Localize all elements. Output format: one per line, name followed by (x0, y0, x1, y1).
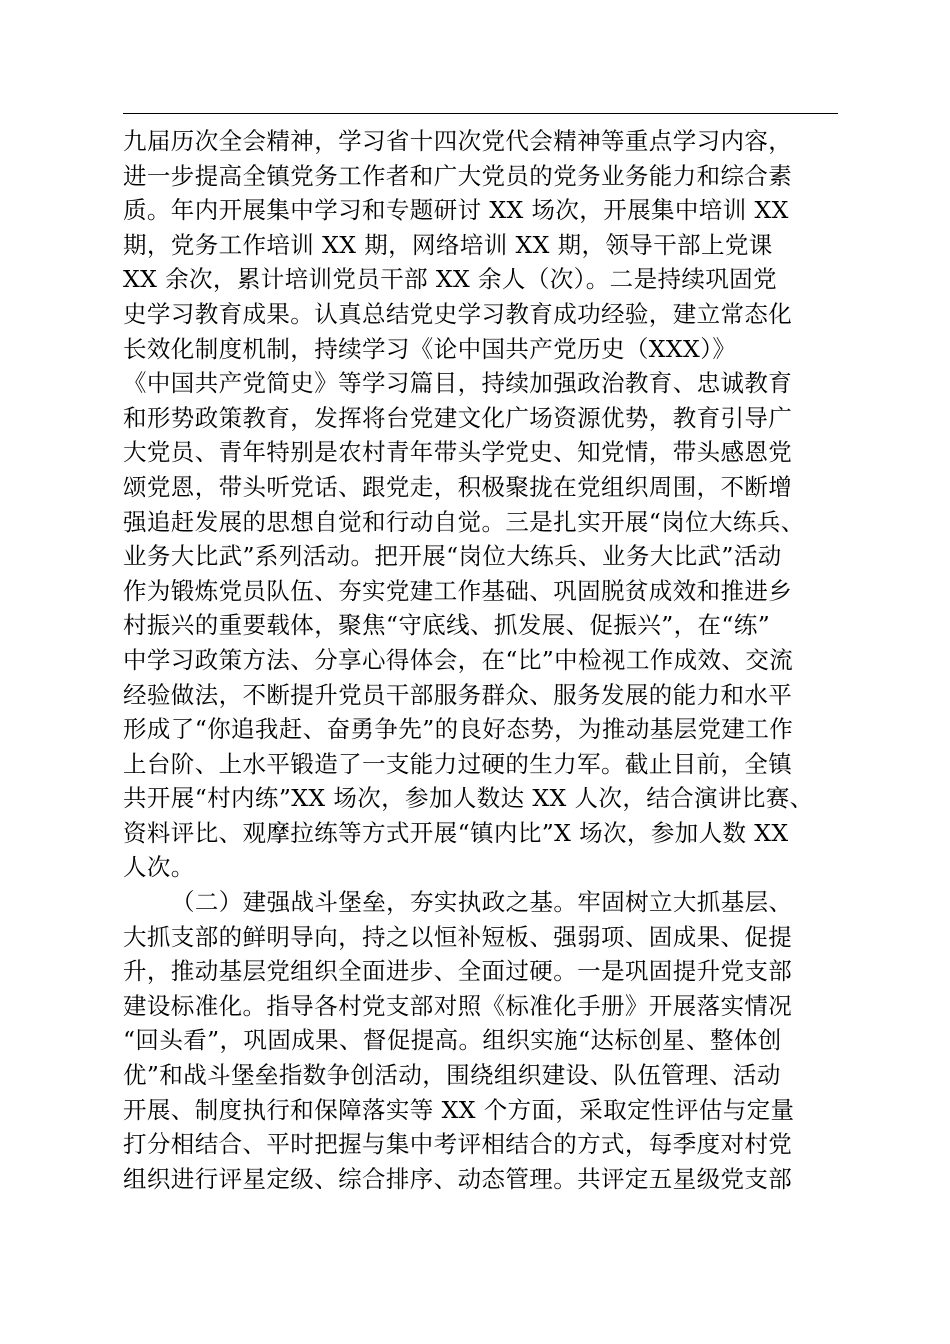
text-line: 人次。 (123, 853, 195, 882)
text-line: 大抓支部的鲜明导向，持之以恒补短板、强弱项、固成果、促提 (123, 922, 793, 951)
text-line: 大党员、青年特别是农村青年带头学党史、知党情，带头感恩党 (123, 438, 793, 467)
text-line: 打分相结合、平时把握与集中考评相结合的方式，每季度对村党 (123, 1130, 793, 1159)
text-line: 上台阶、上水平锻造了一支能力过硬的生力军。截止目前，全镇 (123, 749, 793, 778)
text-line: 中学习政策方法、分享心得体会，在“比”中检视工作成效、交流 (123, 645, 794, 674)
text-line: 作为锻炼党员队伍、夯实党建工作基础、巩固脱贫成效和推进乡 (123, 576, 793, 605)
text-line: 形成了“你追我赶、奋勇争先”的良好态势，为推动基层党建工作 (123, 715, 794, 744)
text-line: 组织进行评星定级、综合排序、动态管理。共评定五星级党支部 (123, 1164, 793, 1193)
text-line: 质。年内开展集中学习和专题研讨 XX 场次，开展集中培训 XX (123, 196, 789, 225)
section-heading-line: （二）建强战斗堡垒，夯实执政之基。牢固树立大抓基层、 (171, 888, 793, 917)
text-line: 共开展“村内练”XX 场次，参加人数达 XX 人次，结合演讲比赛、 (123, 784, 814, 813)
text-line: 进一步提高全镇党务工作者和广大党员的党务业务能力和综合素 (123, 161, 793, 190)
text-line: 升，推动基层党组织全面进步、全面过硬。一是巩固提升党支部 (123, 957, 793, 986)
text-line: 优”和战斗堡垒指数争创活动，围绕组织建设、队伍管理、活动 (123, 1061, 781, 1090)
text-line: 经验做法，不断提升党员干部服务群众、服务发展的能力和水平 (123, 680, 793, 709)
text-line: 期，党务工作培训 XX 期，网络培训 XX 期，领导干部上党课 (123, 230, 773, 259)
text-line: 《中国共产党简史》等学习篇目，持续加强政治教育、忠诚教育 (123, 369, 793, 398)
text-line: 九届历次全会精神，学习省十四次党代会精神等重点学习内容， (123, 127, 793, 155)
text-line: 资料评比、观摩拉练等方式开展“镇内比”X 场次，参加人数 XX (123, 818, 789, 847)
text-line: 和形势政策教育，发挥将台党建文化广场资源优势，教育引导广 (123, 403, 793, 432)
text-line: XX 余次，累计培训党员干部 XX 余人（次）。二是持续巩固党 (123, 265, 777, 294)
body-text (123, 124, 843, 1196)
header-rule (123, 113, 838, 114)
text-line: 业务大比武”系列活动。把开展“岗位大练兵、业务大比武”活动 (123, 542, 782, 571)
text-line: 史学习教育成果。认真总结党史学习教育成功经验，建立常态化 (123, 299, 793, 328)
text-line: “回头看”，巩固成果、督促提高。组织实施“达标创星、整体创 (123, 1026, 782, 1055)
text-line: 村振兴的重要载体，聚焦“守底线、抓发展、促振兴”，在“练” (123, 611, 771, 640)
text-line: 强追赶发展的思想自觉和行动自觉。三是扎实开展“岗位大练兵、 (123, 507, 805, 536)
text-line: 颂党恩，带头听党话、跟党走，积极聚拢在党组织周围，不断增 (123, 472, 793, 501)
text-line: 建设标准化。指导各村党支部对照《标准化手册》开展落实情况 (123, 991, 793, 1020)
text-line: 开展、制度执行和保障落实等 XX 个方面，采取定性评估与定量 (123, 1095, 795, 1124)
text-line: 长效化制度机制，持续学习《论中国共产党历史（XXX）》 (123, 334, 737, 363)
